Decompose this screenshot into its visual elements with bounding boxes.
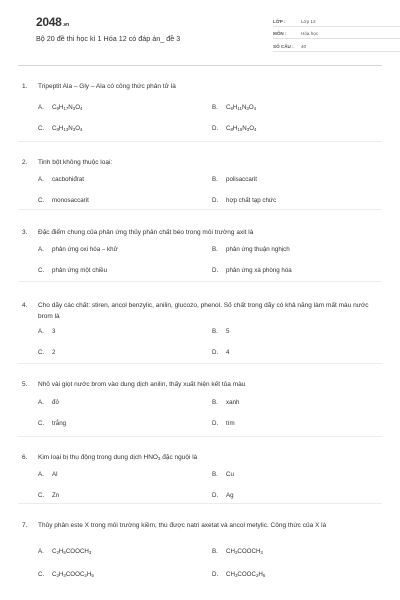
question-text: Cho dãy các chất: stiren, ancol benzylic, anilin, glucozo, phenol. Số chất trong dãy có khả năng làm mất màu nước brom là: [38, 302, 369, 320]
option-letter: A.: [38, 399, 44, 406]
answer-option-d[interactable]: [212, 492, 234, 499]
question-number: 4.: [22, 302, 28, 309]
meta-row-class: [273, 14, 400, 27]
question-number: 2.: [22, 159, 28, 166]
option-text: xanh: [226, 399, 240, 406]
option-letter: C.: [38, 349, 45, 356]
option-text: cacbohiđrat: [52, 176, 84, 183]
answer-option-d[interactable]: [212, 197, 276, 204]
answer-option-a[interactable]: [38, 246, 118, 253]
meta-row-count: [273, 39, 400, 52]
option-text: phản ứng thuận nghịch: [226, 246, 290, 253]
option-text: $CH_3COOC_2H_5$: [226, 571, 266, 578]
logo-main: 2048: [36, 15, 62, 29]
meta-value: 40: [301, 43, 307, 49]
answer-option-b[interactable]: [212, 176, 257, 183]
option-text: $CH_3COOCH_3$: [226, 548, 263, 555]
option-letter: D.: [212, 420, 219, 427]
meta-row-subject: [273, 27, 400, 40]
question-stem: [18, 81, 382, 92]
question-stem: [18, 300, 382, 322]
question-item: [18, 364, 382, 437]
option-letter: C.: [38, 420, 45, 427]
question-text: Nhỏ vài giọt nước brom vào dung dịch anilin, thấy xuất hiện kết tủa màu: [38, 381, 246, 388]
option-letter: D.: [212, 492, 219, 499]
option-letter: B.: [212, 399, 218, 406]
question-number: 5.: [22, 381, 28, 388]
answer-option-a[interactable]: [38, 399, 59, 406]
option-letter: D.: [212, 197, 219, 204]
option-letter: A.: [38, 176, 44, 183]
option-letter: A.: [38, 548, 44, 555]
answer-option-c[interactable]: [38, 197, 89, 204]
option-text: $C_2H_5COOCH_3$: [52, 548, 92, 555]
option-text: monosaccarit: [52, 197, 89, 204]
meta-label: LỚP :: [273, 18, 286, 24]
answer-option-a[interactable]: [38, 471, 58, 478]
question-stem: [18, 157, 382, 168]
question-stem: [18, 520, 382, 531]
option-text: polisaccarit: [226, 176, 257, 183]
exam-meta: [273, 14, 400, 52]
answer-option-d[interactable]: [212, 267, 292, 274]
option-text: $C_2H_3COOC_2H_5$: [52, 571, 94, 578]
option-letter: B.: [212, 471, 218, 478]
answer-option-d[interactable]: [212, 349, 229, 356]
question-item: [18, 66, 382, 142]
option-text: 4: [226, 349, 230, 356]
option-text: phản ứng xà phòng hóa: [226, 267, 292, 274]
option-letter: A.: [38, 471, 44, 478]
option-text: $C_6H_{11}N_3O_4$: [226, 104, 257, 111]
option-letter: C.: [38, 571, 45, 578]
option-letter: C.: [38, 267, 45, 274]
question-text: Thủy phân este X trong môi trường kiềm, thu được natri axetat và ancol metylic. Công thức của X là: [38, 522, 327, 529]
option-letter: A.: [38, 246, 44, 253]
answer-option-c[interactable]: [38, 267, 107, 274]
answer-option-b[interactable]: [212, 104, 256, 111]
option-letter: D.: [212, 349, 219, 356]
answer-option-d[interactable]: [212, 125, 256, 132]
option-text: phản ứng oxi hóa – khử: [52, 246, 118, 253]
question-item: [18, 437, 382, 504]
question-stem: [18, 227, 382, 238]
site-logo[interactable]: [36, 15, 69, 29]
option-letter: D.: [212, 267, 219, 274]
logo-tld: .vn: [62, 22, 69, 28]
meta-label: MÔN :: [273, 31, 287, 37]
question-item: [18, 504, 382, 600]
question-number: 3.: [22, 229, 28, 236]
page-header: [18, 0, 382, 66]
question-item: [18, 282, 382, 364]
option-text: $C_8H_{15}N_3O_4$: [226, 125, 257, 132]
answer-option-d[interactable]: [212, 420, 235, 427]
option-text: Cu: [226, 471, 234, 478]
question-text: Kim loại bị thụ động trong dung dịch $HNO_3$ đặc nguội là: [38, 454, 198, 461]
answer-option-a[interactable]: [38, 176, 84, 183]
option-text: 5: [226, 328, 230, 335]
question-list: [0, 66, 400, 600]
question-item: [18, 142, 382, 210]
meta-value: Hóa học: [301, 31, 319, 37]
option-text: đỏ: [52, 399, 59, 406]
option-text: 2: [52, 349, 56, 356]
question-stem: [18, 452, 382, 464]
answer-option-b[interactable]: [212, 548, 263, 555]
answer-option-b[interactable]: [212, 399, 239, 406]
question-stem: [18, 379, 382, 390]
answer-option-c[interactable]: [38, 492, 59, 499]
answer-option-b[interactable]: [212, 471, 234, 478]
option-letter: D.: [212, 125, 219, 132]
option-text: $C_8H_{13}N_3O_4$: [52, 125, 83, 132]
question-text: Tripeptit Ala – Gly – Ala có công thức phân tử là: [38, 83, 176, 90]
option-letter: B.: [212, 548, 218, 555]
answer-option-a[interactable]: [38, 328, 55, 335]
option-text: Zn: [52, 492, 60, 499]
option-letter: D.: [212, 571, 219, 578]
option-text: tím: [226, 420, 235, 427]
answer-option-c[interactable]: [38, 349, 55, 356]
option-text: $C_9H_{17}N_3O_4$: [52, 104, 83, 111]
option-letter: B.: [212, 246, 218, 253]
option-text: hợp chất tạp chức: [226, 197, 277, 204]
meta-label: SỐ CÂU :: [273, 43, 294, 49]
option-letter: C.: [38, 197, 45, 204]
question-number: 7.: [22, 522, 28, 529]
option-letter: C.: [38, 125, 45, 132]
option-letter: B.: [212, 104, 218, 111]
question-text: Tinh bột không thuộc loại:: [38, 159, 113, 166]
answer-option-a[interactable]: [38, 548, 91, 555]
question-item: [18, 210, 382, 282]
question-number: 6.: [22, 454, 28, 461]
option-text: Al: [52, 471, 58, 478]
option-letter: A.: [38, 104, 44, 111]
option-text: trắng: [52, 420, 67, 427]
option-text: phản ứng một chiều: [52, 267, 108, 274]
answer-option-d[interactable]: [212, 571, 265, 578]
answer-option-c[interactable]: [38, 571, 94, 578]
answer-option-b[interactable]: [212, 328, 229, 335]
page-title: Bộ 20 đề thi học kì 1 Hóa 12 có đáp án_ đề 3: [36, 34, 181, 43]
answer-option-c[interactable]: [38, 420, 66, 427]
answer-option-a[interactable]: [38, 104, 82, 111]
answer-option-c[interactable]: [38, 125, 82, 132]
option-text: Ag: [226, 492, 234, 499]
question-number: 1.: [22, 83, 28, 90]
option-letter: B.: [212, 176, 218, 183]
answer-option-b[interactable]: [212, 246, 290, 253]
option-text: 3: [52, 328, 56, 335]
question-text: Đặc điểm chung của phản ứng thủy phân chất béo trong môi trường axit là: [38, 229, 254, 236]
option-letter: C.: [38, 492, 45, 499]
option-letter: A.: [38, 328, 44, 335]
meta-value: Lớp 12: [301, 18, 316, 24]
option-letter: B.: [212, 328, 218, 335]
